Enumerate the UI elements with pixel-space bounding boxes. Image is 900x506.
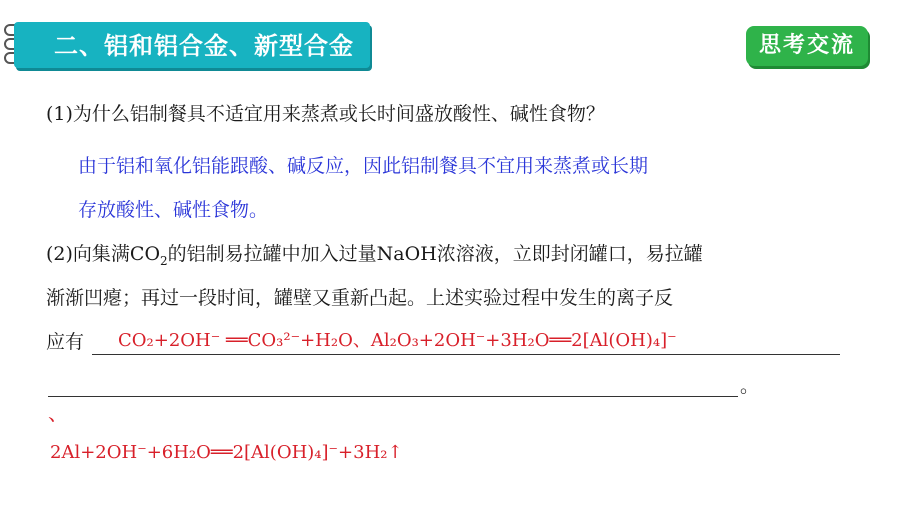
answer-equation-2: 2Al+2OH⁻+6H₂O══2[Al(OH)₄]⁻+3H₂↑ <box>50 442 403 463</box>
answer-separator: 、 <box>48 401 68 425</box>
answer-blank-2 <box>48 396 738 397</box>
question-1: (1)为什么铝制餐具不适宜用来蒸煮或长时间盛放酸性、碱性食物？ <box>46 103 605 125</box>
section-banner <box>14 22 370 68</box>
answer-1-line-2: 存放酸性、碱性食物。 <box>78 199 269 221</box>
answer-equation-1: CO₂+2OH⁻ ══CO₃²⁻+H₂O、Al₂O₃+2OH⁻+3H₂O══2[Al(OH)₄]⁻ <box>118 330 677 351</box>
end-period: 。 <box>740 375 760 397</box>
answer-1-line-1: 由于铝和氧化铝能跟酸、碱反应，因此铝制餐具不宜用来蒸煮或长期 <box>78 155 649 177</box>
think-discuss-badge: 思考交流 <box>746 26 868 66</box>
question-2-line-3-prefix: 应有 <box>46 331 85 353</box>
answer-blank-1 <box>92 354 840 355</box>
question-2-line-1: (2)向集满$CO_2$的铝制易拉罐中加入过量NaOH浓溶液，立即封闭罐口，易拉罐 <box>46 243 703 268</box>
section-title: 二、铝和铝合金、新型合金 <box>54 32 354 60</box>
question-2-line-2: 渐渐凹瘪；再过一段时间，罐壁又重新凸起。上述实验过程中发生的离子反 <box>46 287 674 309</box>
